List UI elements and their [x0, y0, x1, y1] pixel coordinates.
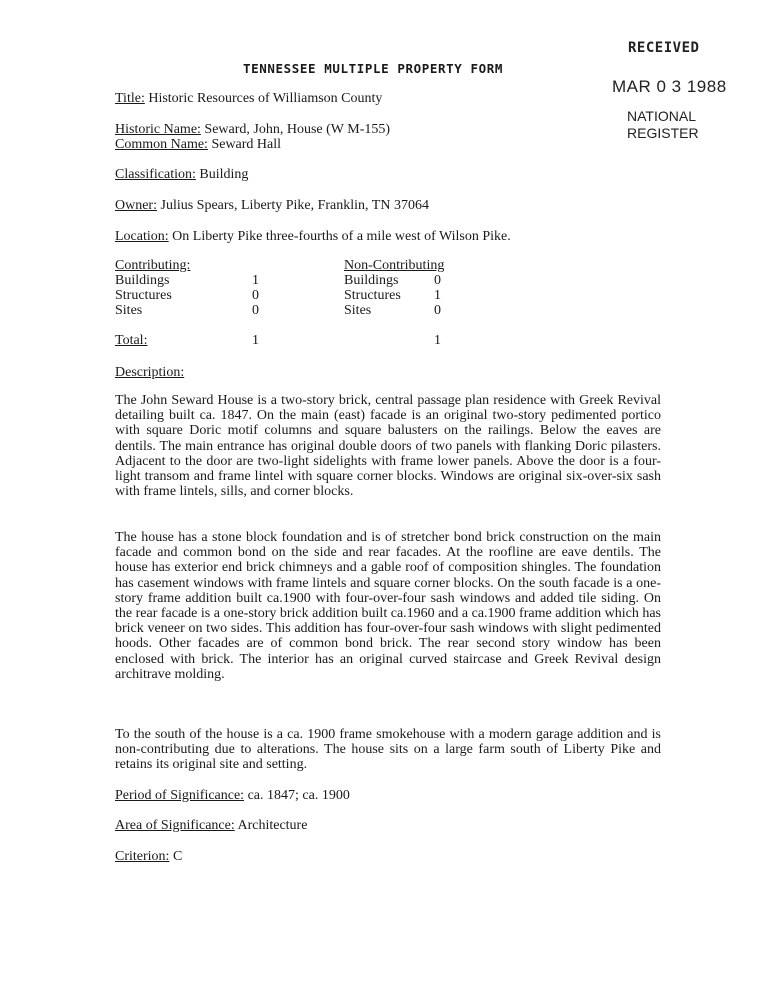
- non-contributing-header: Non-Contributing: [344, 258, 445, 273]
- non-contributing-buildings-label: Buildings: [344, 273, 399, 288]
- historic-name-label: Historic Name:: [115, 122, 201, 137]
- contributing-structures-count: 0: [252, 288, 259, 303]
- location-field: [115, 229, 511, 245]
- non-contributing-buildings-count: 0: [434, 273, 441, 288]
- area-of-significance-field: [115, 818, 307, 834]
- location-value: On Liberty Pike three-fourths of a mile west of Wilson Pike.: [172, 229, 511, 244]
- non-contributing-labels: [344, 258, 444, 318]
- common-name-value: Seward Hall: [211, 137, 282, 152]
- contributing-buildings-label: Buildings: [115, 273, 170, 288]
- owner-label: Owner:: [115, 198, 157, 213]
- stamp-line-register: REGISTER: [627, 125, 699, 141]
- contributing-labels: [115, 258, 190, 318]
- contributing-structures-label: Structures: [115, 288, 172, 303]
- period-of-significance-label: Period of Significance:: [115, 788, 245, 803]
- stamp-line-national: NATIONAL: [627, 108, 696, 124]
- title-label: Title:: [115, 91, 145, 106]
- period-of-significance-value: ca. 1847; ca. 1900: [247, 788, 350, 803]
- classification-field: [115, 167, 248, 183]
- classification-label: Classification:: [115, 167, 196, 182]
- non-contributing-sites-count: 0: [434, 303, 441, 318]
- area-of-significance-value: Architecture: [237, 818, 308, 833]
- contributing-sites-count: 0: [252, 303, 259, 318]
- historic-name-field: [115, 122, 390, 138]
- description-paragraph-3: To the south of the house is a ca. 1900 frame smokehouse with a modern garage addition and is non-contributing due to alterations. The house sits on a large farm south of Liberty Pike and retains its original site and setting.: [115, 727, 661, 773]
- common-name-field: [115, 137, 281, 153]
- historic-name-value: Seward, John, House (W M-155): [204, 122, 391, 137]
- contributing-sites-label: Sites: [115, 303, 143, 318]
- non-contributing-values: [434, 273, 441, 318]
- non-contributing-sites-label: Sites: [344, 303, 372, 318]
- description-paragraph-1: The John Seward House is a two-story brick, central passage plan residence with Greek Revival detailing built ca. 1847. On the main (east) facade is an original two-story pedimented portico with square Doric motif columns and square balusters on the railings. Below the eaves are dentils. The main entrance has original double doors of two panels with flanking Doric pilasters. Adjacent to the door are two-light sidelights with frame lower panels. Above the door is a four-light transom and frame lintel with square corner blocks. Windows are original six-over-six sash with frame lintels, sills, and corner blocks.: [115, 393, 661, 500]
- criterion-label: Criterion:: [115, 849, 170, 864]
- received-stamp: RECEIVED: [628, 40, 700, 56]
- title-value: Historic Resources of Williamson County: [148, 91, 383, 106]
- non-contributing-structures-count: 1: [434, 288, 441, 303]
- contributing-total: 1: [252, 333, 259, 348]
- contributing-header: Contributing:: [115, 258, 191, 273]
- national-register-stamp: [627, 108, 699, 142]
- criterion-field: [115, 849, 182, 865]
- common-name-label: Common Name:: [115, 137, 208, 152]
- description-label: Description:: [115, 365, 185, 380]
- form-title: TENNESSEE MULTIPLE PROPERTY FORM: [243, 61, 504, 76]
- contributing-values: [252, 273, 259, 318]
- total-label: Total:: [115, 333, 148, 348]
- area-of-significance-label: Area of Significance:: [115, 818, 235, 833]
- location-label: Location:: [115, 229, 169, 244]
- description-paragraph-2: The house has a stone block foundation and is of stretcher bond brick construction on the main facade and common bond on the side and rear facades. At the roofline are eave dentils. The house has exterior end brick chimneys and a gable roof of composition shingles. The foundation has casement windows with frame lintels and square corner blocks. On the south facade is a one-story frame addition built ca.1900 with four-over-four sash windows and added tile siding. On the rear facade is a one-story brick addition built ca.1960 and a ca.1900 frame addition which has brick veneer on two sides. This addition has four-over-four sash windows with slight pedimented hoods. Other facades are of common bond brick. The rear second story window has been enclosed with brick. The interior has an original curved staircase and Greek Revival design architrave molding.: [115, 530, 661, 682]
- owner-field: [115, 198, 429, 214]
- non-contributing-structures-label: Structures: [344, 288, 401, 303]
- owner-value: Julius Spears, Liberty Pike, Franklin, TN 37064: [160, 198, 429, 213]
- contributing-buildings-count: 1: [252, 273, 259, 288]
- title-field: [115, 91, 382, 107]
- criterion-value: C: [172, 849, 183, 864]
- non-contributing-total: 1: [434, 333, 441, 348]
- description-heading: [115, 365, 184, 381]
- period-of-significance-field: [115, 788, 350, 804]
- received-date: MAR 0 3 1988: [612, 77, 727, 96]
- classification-value: Building: [199, 167, 249, 182]
